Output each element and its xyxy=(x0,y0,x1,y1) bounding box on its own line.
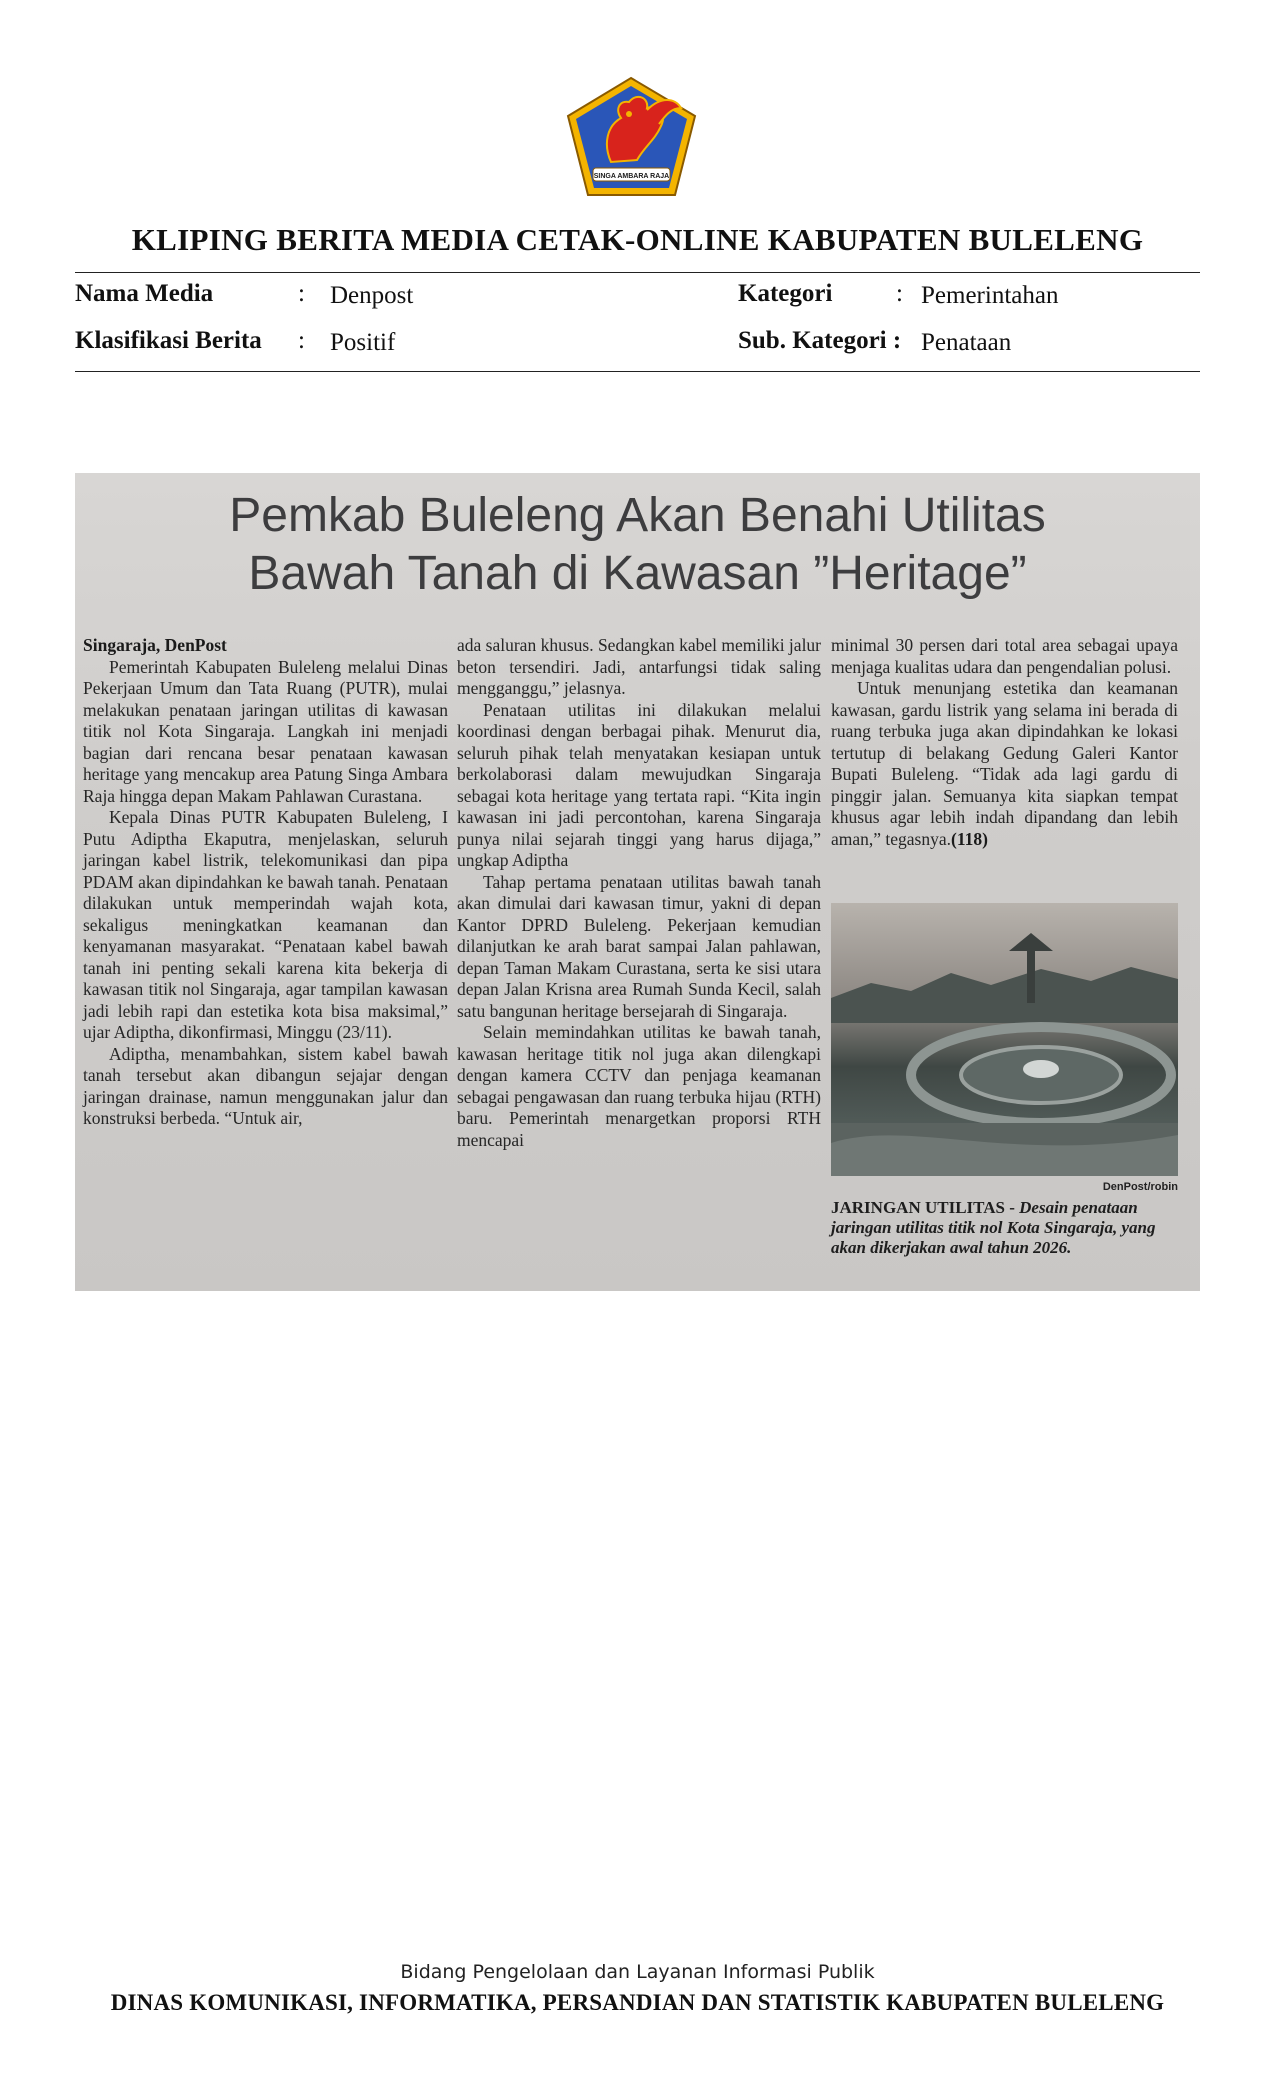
photo-credit: DenPost/robin xyxy=(1102,1181,1178,1193)
paragraph: minimal 30 persen dari total area sebagai upaya menjaga kualitas udara dan pengendalian polusi. xyxy=(831,635,1178,677)
media-label: Nama Media xyxy=(75,280,214,307)
klasifikasi-value: Positif xyxy=(330,329,396,356)
document-title: KLIPING BERITA MEDIA CETAK-ONLINE KABUPATEN BULELENG xyxy=(131,222,1144,257)
paragraph: Tahap pertama penataan utilitas bawah tanah akan dimulai dari kawasan timur, yakni di depan Kantor DPRD Buleleng. Pekerjaan kemudian dilanjutkan ke arah barat sampai Jalan pahlawan, depan Taman Makam Curastana, serta ke sisi utara depan Jalan Krisna area Rumah Sunda Kecil, salah satu bangunan heritage bersejarah di Singaraja. xyxy=(457,871,821,1021)
footer-division: Bidang Pengelolaan dan Layanan Informasi Publik xyxy=(400,1961,875,1983)
top-rule xyxy=(75,272,1200,273)
klasifikasi-label: Klasifikasi Berita xyxy=(75,327,262,354)
photo-caption xyxy=(831,1198,1178,1258)
subkategori-label: Sub. Kategori : xyxy=(738,327,902,354)
photo-illustration xyxy=(831,903,1178,1176)
article-column-3 xyxy=(831,635,1178,850)
bottom-rule xyxy=(75,371,1200,372)
paragraph: ada saluran khusus. Sedangkan kabel memiliki jalur beton tersendiri. Jadi, antarfungsi tidak saling mengganggu,” jelasnya. xyxy=(457,635,822,698)
footer-agency: DINAS KOMUNIKASI, INFORMATIKA, PERSANDIAN DAN STATISTIK KABUPATEN BULELENG xyxy=(110,1990,1165,2015)
headline-line-2: Bawah Tanah di Kawasan ”Heritage” xyxy=(248,547,1027,600)
article-column-1 xyxy=(83,635,448,1130)
media-value: Denpost xyxy=(330,282,414,309)
buleleng-logo xyxy=(563,74,700,199)
caption-text: Desain penataan jaringan utilitas titik nol Kota Singaraja, yang akan dikerjakan awal tahun 2026. xyxy=(831,1198,1156,1257)
kategori-value: Pemerintahan xyxy=(921,282,1059,309)
subkategori-value: Penataan xyxy=(921,329,1012,356)
newspaper-clipping xyxy=(75,473,1200,1291)
signoff: (118) xyxy=(951,828,988,849)
paragraph-text: Untuk menunjang estetika dan keamanan kawasan, gardu listrik yang selama ini berada di ruang terbuka juga akan dipindahkan ke lokasi tertutup di belakang Gedung Galeri Kantor Bupati Buleleng. “Tidak ada lagi gardu di pinggir jalan. Semuanya kita siapkan tempat khusus agar lebih indah dipandang dan lebih aman,” tegasnya. xyxy=(831,678,1178,849)
article-column-2 xyxy=(457,635,821,1151)
kategori-colon: : xyxy=(896,280,903,307)
paragraph: Penataan utilitas ini dilakukan melalui koordinasi dengan berbagai pihak. Menurut dia, seluruh pihak telah menyatakan kesiapan untuk berkolaborasi dalam mewujudkan Singaraja sebagai kota heritage yang tertata rapi. “Kita ingin kawasan ini jadi percontohan, karena Singaraja punya nilai sejarah tinggi yang harus dijaga,” ungkap Adiptha xyxy=(457,699,821,870)
paragraph xyxy=(831,678,1178,850)
logo-text: SINGA AMBARA RAJA xyxy=(593,173,670,180)
article-photo xyxy=(831,903,1178,1176)
headline-line-1: Pemkab Buleleng Akan Benahi Utilitas xyxy=(229,489,1046,542)
paragraph: Pemerintah Kabupaten Buleleng melalui Dinas Pekerjaan Umum dan Tata Ruang (PUTR), mulai melakukan penataan jaringan utilitas di kawasan titik nol Kota Singaraja. Langkah ini menjadi bagian dari rencana besar penataan kawasan heritage yang mencakup area Patung Singa Ambara Raja hingga depan Makam Pahlawan Curastana. xyxy=(83,656,448,806)
media-colon: : xyxy=(298,280,305,307)
kategori-label: Kategori xyxy=(738,280,833,307)
klasifikasi-colon: : xyxy=(298,327,305,354)
paragraph: Adiptha, menambahkan, sistem kabel bawah tanah tersebut akan dibangun sejajar dengan jaringan drainase, namun menggunakan jalur dan konstruksi berbeda. “Untuk air, xyxy=(83,1043,448,1128)
caption-head: JARINGAN UTILITAS - xyxy=(831,1198,1020,1217)
paragraph: Selain memindahkan utilitas ke bawah tanah, kawasan heritage titik nol juga akan dilengkapi dengan kamera CCTV dan penjaga keamanan sebagai pengawasan dan ruang terbuka hijau (RTH) baru. Pemerintah menargetkan proporsi RTH mencapai xyxy=(457,1022,821,1150)
dateline: Singaraja, DenPost xyxy=(83,635,227,655)
paragraph: Kepala Dinas PUTR Kabupaten Buleleng, I Putu Adiptha Ekaputra, menjelaskan, seluruh jaringan kabel listrik, telekomunikasi dan pipa PDAM akan dipindahkan ke bawah tanah. Penataan dilakukan untuk memperindah wajah kota, sekaligus meningkatkan keamanan dan kenyamanan masyarakat. “Penataan kabel bawah tanah ini penting sekali karena kita bekerja di kawasan titik nol Singaraja, agar tampilan kawasan jadi lebih rapi dan estetika kota bisa maksimal,” ujar Adiptha, dikonfirmasi, Minggu (23/11). xyxy=(83,807,448,1042)
